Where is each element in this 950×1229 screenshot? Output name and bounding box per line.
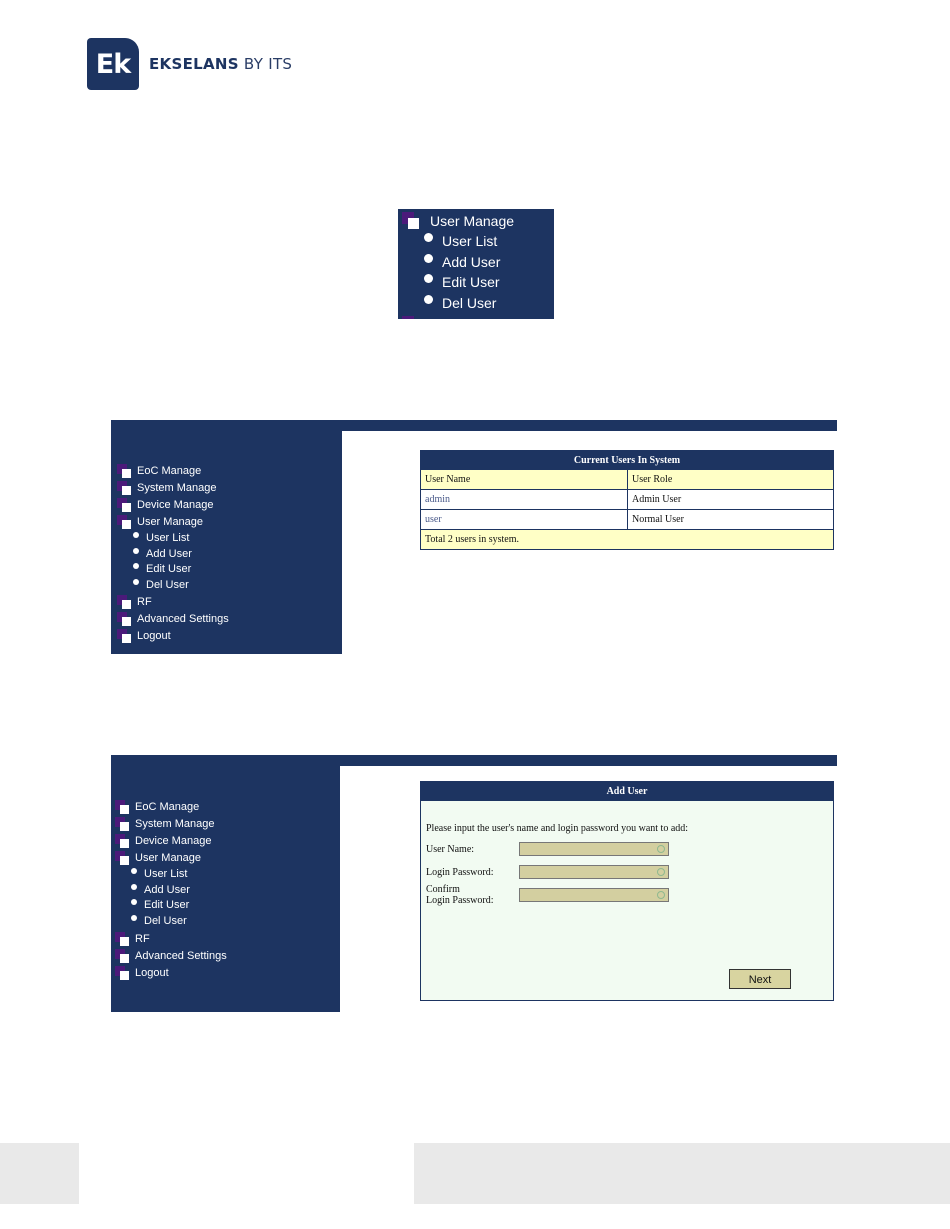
sidebar-item-system-manage[interactable] xyxy=(115,817,214,831)
logo-brand: EKSELANS xyxy=(149,55,239,73)
table-row xyxy=(421,490,834,510)
bullet-icon xyxy=(424,254,433,263)
sidebar-item-logout[interactable] xyxy=(117,629,171,643)
menu-square-icon xyxy=(117,481,131,495)
menu-square-icon xyxy=(117,595,131,609)
confirm-password-input[interactable] xyxy=(519,888,669,902)
menu-square-icon xyxy=(115,800,129,814)
user-name-link[interactable]: admin xyxy=(421,490,628,510)
crop-submenu-label: Add User xyxy=(442,254,501,270)
column-header-user-role: User Role xyxy=(628,470,834,490)
submenu-add-user[interactable] xyxy=(133,548,192,560)
brand-logo xyxy=(87,38,292,90)
users-table xyxy=(420,450,834,550)
sidebar-item-label: User Manage xyxy=(137,516,204,528)
add-user-instructions: Please input the user's name and login password you want to add: xyxy=(426,823,689,834)
user-name-label: User Name: xyxy=(426,844,475,855)
menu-square-fragment xyxy=(402,316,414,319)
login-password-input[interactable] xyxy=(519,865,669,879)
confirm-label: Confirm xyxy=(426,884,460,895)
crop-submenu-del-user[interactable] xyxy=(424,295,496,311)
crop-submenu-label: Del User xyxy=(442,295,497,311)
sidebar-item-rf[interactable] xyxy=(115,932,150,946)
submenu-edit-user[interactable] xyxy=(131,899,189,911)
menu-square-icon xyxy=(117,464,131,478)
logo-mark: Ek xyxy=(87,38,139,90)
crop-submenu-label: Edit User xyxy=(442,274,500,290)
submenu-label: Add User xyxy=(146,548,192,560)
submenu-del-user[interactable] xyxy=(133,579,189,591)
footer-page-number-box xyxy=(0,1143,79,1204)
bullet-icon xyxy=(131,915,137,921)
users-total-text: Total 2 users in system. xyxy=(421,530,834,550)
autofill-icon xyxy=(657,845,665,853)
sidebar-item-rf[interactable] xyxy=(117,595,152,609)
menu-square-icon xyxy=(117,515,131,529)
sidebar-item-label: EoC Manage xyxy=(137,465,202,477)
table-header-row xyxy=(421,470,834,490)
sidebar-item-label: Advanced Settings xyxy=(137,613,229,625)
login-password-label: Login Password: xyxy=(426,867,494,878)
crop-submenu-edit-user[interactable] xyxy=(424,274,500,290)
submenu-label: User List xyxy=(144,868,188,880)
sidebar-item-user-manage[interactable] xyxy=(115,851,201,865)
table-row xyxy=(421,510,834,530)
user-manage-menu-crop xyxy=(398,209,554,319)
submenu-label: Del User xyxy=(146,579,189,591)
sidebar-item-logout[interactable] xyxy=(115,966,169,980)
submenu-label: Del User xyxy=(144,915,187,927)
menu-square-icon xyxy=(402,212,420,230)
menu-square-icon xyxy=(117,612,131,626)
sidebar-item-device-manage[interactable] xyxy=(117,498,213,512)
sidebar-item-user-manage[interactable] xyxy=(117,515,203,529)
sidebar-item-label: Advanced Settings xyxy=(135,950,227,962)
user-name-input[interactable] xyxy=(519,842,669,856)
bullet-icon xyxy=(133,548,139,554)
crop-menu-user-manage[interactable] xyxy=(402,212,514,230)
user-list-screenshot xyxy=(111,420,837,654)
submenu-label: Add User xyxy=(144,884,190,896)
menu-square-icon xyxy=(115,851,129,865)
bullet-icon xyxy=(424,233,433,242)
sidebar-item-label: Device Manage xyxy=(137,499,214,511)
add-user-panel xyxy=(420,781,834,1001)
bullet-icon xyxy=(133,579,139,585)
confirm-login-password-label: Login Password: xyxy=(426,895,494,906)
top-bar xyxy=(111,755,837,766)
crop-menu-header-label: User Manage xyxy=(430,213,515,229)
menu-square-icon xyxy=(115,966,129,980)
next-button[interactable]: Next xyxy=(729,969,791,989)
sidebar-item-label: System Manage xyxy=(137,482,217,494)
add-user-title: Add User xyxy=(421,782,833,801)
bullet-icon xyxy=(424,274,433,283)
sidebar-item-label: RF xyxy=(135,933,150,945)
sidebar-menu xyxy=(111,431,342,654)
sidebar-item-label: Device Manage xyxy=(135,835,212,847)
bullet-icon xyxy=(131,899,137,905)
logo-suffix: BY ITS xyxy=(243,55,293,73)
sidebar-item-label: System Manage xyxy=(135,818,215,830)
sidebar-item-label: RF xyxy=(137,596,152,608)
sidebar-item-label: User Manage xyxy=(135,852,202,864)
menu-square-icon xyxy=(115,817,129,831)
sidebar-item-advanced-settings[interactable] xyxy=(115,949,227,963)
submenu-label: Edit User xyxy=(144,899,190,911)
user-role-cell: Admin User xyxy=(628,490,834,510)
crop-submenu-user-list[interactable] xyxy=(424,233,497,249)
menu-square-icon xyxy=(115,834,129,848)
bullet-icon xyxy=(133,532,139,538)
add-user-screenshot xyxy=(111,755,837,1013)
bullet-icon xyxy=(424,295,433,304)
sidebar-item-eoc-manage[interactable] xyxy=(117,464,201,478)
submenu-user-list[interactable] xyxy=(131,868,187,880)
sidebar-item-device-manage[interactable] xyxy=(115,834,211,848)
submenu-add-user[interactable] xyxy=(131,884,190,896)
sidebar-item-label: Logout xyxy=(135,967,169,979)
user-role-cell: Normal User xyxy=(628,510,834,530)
table-footer-row xyxy=(421,530,834,550)
submenu-del-user[interactable] xyxy=(131,915,187,927)
footer-bar xyxy=(414,1143,950,1204)
autofill-icon xyxy=(657,868,665,876)
crop-submenu-add-user[interactable] xyxy=(424,254,500,270)
sidebar-item-system-manage[interactable] xyxy=(117,481,216,495)
menu-square-icon xyxy=(117,498,131,512)
column-header-user-name: User Name xyxy=(421,470,628,490)
bullet-icon xyxy=(131,884,137,890)
submenu-label: User List xyxy=(146,532,190,544)
logo-text xyxy=(149,55,292,73)
user-name-link[interactable]: user xyxy=(421,510,628,530)
crop-submenu-label: User List xyxy=(442,233,498,249)
menu-square-icon xyxy=(117,629,131,643)
sidebar-item-label: EoC Manage xyxy=(135,801,200,813)
bullet-icon xyxy=(133,563,139,569)
submenu-edit-user[interactable] xyxy=(133,563,191,575)
sidebar-menu xyxy=(111,766,340,1012)
top-bar xyxy=(111,420,837,431)
sidebar-item-label: Logout xyxy=(137,630,171,642)
menu-square-icon xyxy=(115,932,129,946)
autofill-icon xyxy=(657,891,665,899)
sidebar-item-eoc-manage[interactable] xyxy=(115,800,199,814)
users-table-title: Current Users In System xyxy=(421,451,834,470)
menu-square-icon xyxy=(115,949,129,963)
submenu-label: Edit User xyxy=(146,563,192,575)
bullet-icon xyxy=(131,868,137,874)
sidebar-item-advanced-settings[interactable] xyxy=(117,612,229,626)
submenu-user-list[interactable] xyxy=(133,532,189,544)
